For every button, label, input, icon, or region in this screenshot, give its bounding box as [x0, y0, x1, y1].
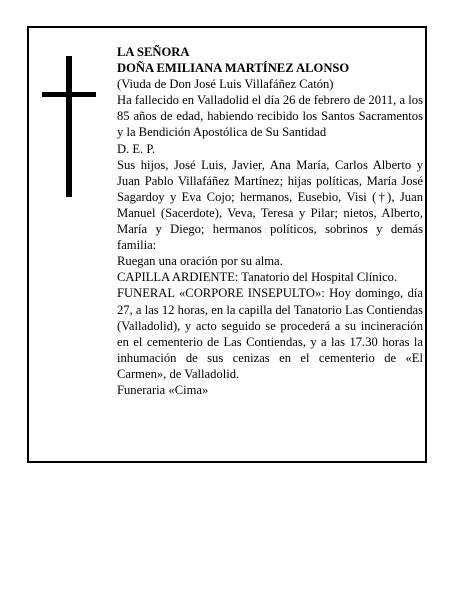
prayer-request: Ruegan una oración por su alma.: [117, 254, 283, 269]
widow-subtitle: (Viuda de Don José Luis Villafáñez Catón): [117, 77, 334, 92]
funeral-home: Funeraria «Cima»: [117, 382, 209, 397]
cross-horizontal-bar: [42, 92, 96, 97]
obituary-text: [117, 44, 423, 398]
death-paragraph: Ha fallecido en Valladolid el día 26 de febrero de 2011, a los 85 años de edad, habiendo recibido los Santos Sacramentos y la Bendición Apostólica de Su Santidad: [117, 93, 423, 140]
chapel-line: CAPILLA ARDIENTE: Tanatorio del Hospital Clínico.: [117, 270, 398, 285]
family-paragraph: Sus hijos, José Luis, Javier, Ana María, Carlos Alberto y Juan Pablo Villafáñez Martínez; hijas políticas, María José Sagardoy y Eva Cojo; hermanos, Eusebio, Visi (†), Juan Manuel (Sacerdote), Veva, Teresa y Pilar; nietos, Alberto, María y Diego; hermanos políticos, sobrinos y demás familia:: [117, 157, 423, 253]
cross-vertical-bar: [66, 56, 72, 197]
deceased-name: DOÑA EMILIANA MARTÍNEZ ALONSO: [117, 61, 350, 76]
funeral-paragraph: FUNERAL «CORPORE INSEPULTO»: Hoy domingo, día 27, a las 12 horas, en la capilla del Tanatorio Las Contiendas (Valladolid), y acto seguido se procederá a su incineración en el cementerio de Las Contiendas, y a las 17.30 horas la inhumación de sus cenizas en el cementerio de «El Carmen», de Valladolid.: [117, 286, 423, 381]
obituary-notice: [27, 26, 427, 463]
cross-icon: [42, 56, 96, 197]
dep-line: D. E. P.: [117, 141, 156, 156]
heading-line-1: LA SEÑORA: [117, 45, 190, 59]
